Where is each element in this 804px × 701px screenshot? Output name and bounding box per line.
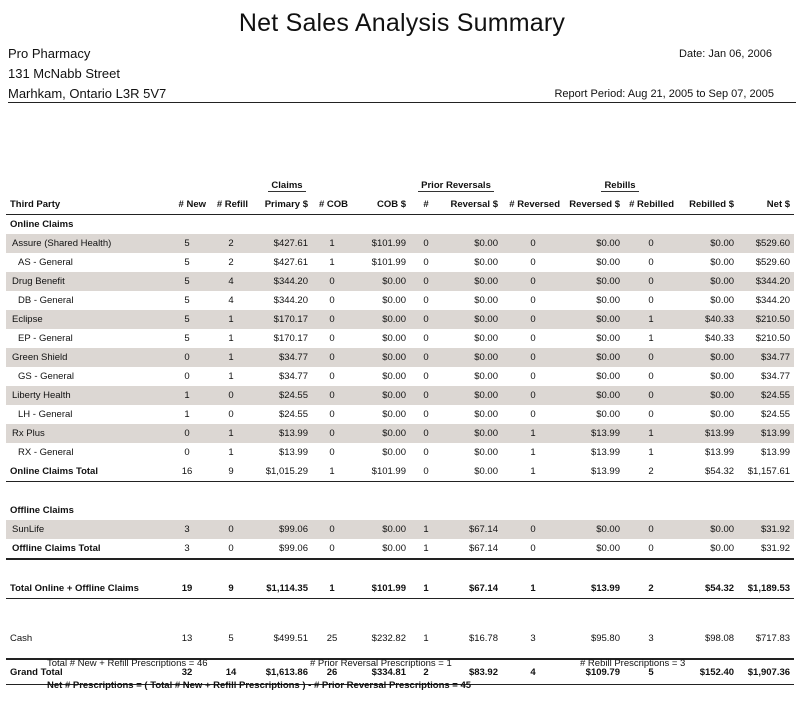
table-cell: $344.20 <box>273 295 308 306</box>
table-cell: $13.99 <box>564 462 624 482</box>
table-cell: $0.00 <box>678 386 738 405</box>
table-cell: $0.00 <box>442 462 502 482</box>
table-cell: 9 <box>210 579 252 599</box>
table-cell: 0 <box>184 371 190 382</box>
table-cell: 0 <box>530 409 536 420</box>
table-cell: $232.82 <box>352 618 410 659</box>
table-cell: $0.00 <box>678 348 738 367</box>
table-cell: $13.99 <box>704 447 735 458</box>
table-cell: $0.00 <box>474 257 498 268</box>
plan-row <box>6 443 794 462</box>
table-cell: 1 <box>624 310 678 329</box>
table-cell: $101.99 <box>352 579 410 599</box>
table-cell: 5 <box>164 234 210 253</box>
table-cell: 0 <box>410 386 442 405</box>
table-cell: $427.61 <box>273 257 308 268</box>
table-cell: 1 <box>410 539 442 559</box>
table-cell: 14 <box>210 659 252 685</box>
group-claims: Claims <box>268 180 305 192</box>
table-cell: $0.00 <box>564 310 624 329</box>
footer-prior-reversal: # Prior Reversal Prescriptions = 1 <box>310 658 452 669</box>
table-cell: 5 <box>184 257 190 268</box>
table-cell: $13.99 <box>590 447 620 458</box>
carrier-row <box>6 234 794 253</box>
table-cell: 0 <box>624 386 678 405</box>
table-cell: 0 <box>410 272 442 291</box>
table-cell: 1 <box>410 520 442 539</box>
table-cell: 0 <box>624 539 678 559</box>
table-cell: $24.55 <box>252 386 312 405</box>
table-cell: 5 <box>164 310 210 329</box>
table-cell: $0.00 <box>382 333 406 344</box>
table-cell: 0 <box>210 539 252 559</box>
table-cell: 1 <box>210 310 252 329</box>
table-cell: 0 <box>530 371 536 382</box>
table-cell: $95.80 <box>564 618 624 659</box>
cash-row <box>6 618 794 659</box>
header-divider <box>8 102 796 103</box>
table-cell: $0.00 <box>352 520 410 539</box>
table-cell: $529.60 <box>738 234 794 253</box>
table-cell: 4 <box>210 272 252 291</box>
row-label: Rx Plus <box>6 424 164 443</box>
table-cell: 0 <box>410 348 442 367</box>
table-cell: 1 <box>312 462 352 482</box>
table-cell: $0.00 <box>442 386 502 405</box>
table-cell: 0 <box>530 295 536 306</box>
table-cell: $98.08 <box>678 618 738 659</box>
table-cell: $0.00 <box>474 409 498 420</box>
table-cell: 0 <box>184 447 190 458</box>
table-cell: $0.00 <box>474 371 498 382</box>
table-cell: $0.00 <box>596 295 620 306</box>
pharmacy-street: 131 McNabb Street <box>8 66 121 81</box>
table-cell: 5 <box>624 659 678 685</box>
table-cell: 0 <box>502 310 564 329</box>
table-cell: 5 <box>210 618 252 659</box>
table-cell: $31.92 <box>738 539 794 559</box>
table-cell: $210.50 <box>738 310 794 329</box>
row-label: Drug Benefit <box>6 272 164 291</box>
table-cell: $0.00 <box>596 257 620 268</box>
table-cell: 1 <box>228 333 234 344</box>
table-cell: $0.00 <box>710 257 735 268</box>
col-primary: Primary $ <box>252 195 312 215</box>
table-cell: 0 <box>624 234 678 253</box>
table-cell: 0 <box>312 386 352 405</box>
plan-row <box>6 253 794 272</box>
table-cell: 4 <box>228 295 234 306</box>
table-cell: 0 <box>648 257 654 268</box>
table-cell: $0.00 <box>442 348 502 367</box>
online-claims-section <box>6 215 794 235</box>
col-reversed-count: # Reversed <box>502 195 564 215</box>
row-label: DB - General <box>18 295 74 306</box>
sales-summary-table <box>6 176 794 685</box>
pharmacy-name: Pro Pharmacy <box>8 46 91 61</box>
pharmacy-city: Marhkam, Ontario L3R 5V7 <box>8 86 167 101</box>
table-cell: 0 <box>502 234 564 253</box>
row-label: AS - General <box>18 257 73 268</box>
table-cell: 0 <box>502 272 564 291</box>
table-cell: $0.00 <box>710 409 735 420</box>
carrier-row <box>6 348 794 367</box>
table-cell: 0 <box>502 520 564 539</box>
table-cell: $0.00 <box>352 424 410 443</box>
table-cell: 1 <box>648 447 654 458</box>
table-cell: $334.81 <box>352 659 410 685</box>
table-cell: 0 <box>312 520 352 539</box>
table-cell: $0.00 <box>564 520 624 539</box>
col-net: Net $ <box>738 195 794 215</box>
row-label: LH - General <box>18 409 73 420</box>
plan-row <box>6 367 794 386</box>
col-new: # New <box>164 195 210 215</box>
table-cell: 0 <box>164 424 210 443</box>
col-rebilled-amount: Rebilled $ <box>678 195 738 215</box>
table-cell: $101.99 <box>352 462 410 482</box>
table-cell: $0.00 <box>352 386 410 405</box>
table-cell: $40.33 <box>678 310 738 329</box>
table-cell: $13.99 <box>564 424 624 443</box>
table-cell: $170.17 <box>273 333 308 344</box>
row-label: GS - General <box>18 371 74 382</box>
table-cell: 0 <box>329 371 335 382</box>
table-cell: 0 <box>423 371 429 382</box>
table-cell: $0.00 <box>474 295 498 306</box>
table-cell: 0 <box>423 447 429 458</box>
table-cell: 0 <box>648 295 654 306</box>
table-cell: 1 <box>502 579 564 599</box>
table-cell: $31.92 <box>738 520 794 539</box>
table-cell: 1 <box>502 462 564 482</box>
carrier-row <box>6 310 794 329</box>
spacer-row <box>6 559 794 579</box>
table-cell: 0 <box>624 348 678 367</box>
table-cell: $13.99 <box>678 424 738 443</box>
table-cell: $99.06 <box>252 520 312 539</box>
carrier-row <box>6 520 794 539</box>
offline-claims-section <box>6 501 794 520</box>
col-reversal-count: # <box>410 195 442 215</box>
table-cell: $24.55 <box>738 386 794 405</box>
table-cell: $13.99 <box>738 424 794 443</box>
table-cell: 1 <box>329 257 335 268</box>
table-cell: 0 <box>329 409 335 420</box>
table-cell: 3 <box>164 520 210 539</box>
table-cell: 0 <box>624 272 678 291</box>
table-cell: $499.51 <box>252 618 312 659</box>
table-cell: 5 <box>184 333 190 344</box>
table-cell: $170.17 <box>252 310 312 329</box>
carrier-row <box>6 386 794 405</box>
table-cell: $54.32 <box>678 579 738 599</box>
table-cell: 2 <box>624 462 678 482</box>
table-cell: $67.14 <box>442 539 502 559</box>
table-cell: 1 <box>410 579 442 599</box>
table-cell: $0.00 <box>442 234 502 253</box>
table-cell: 0 <box>210 520 252 539</box>
table-cell: $0.00 <box>564 539 624 559</box>
table-cell: 0 <box>502 348 564 367</box>
table-cell: 1 <box>312 234 352 253</box>
table-cell: 1 <box>648 333 654 344</box>
table-cell: $0.00 <box>710 295 735 306</box>
row-label: Eclipse <box>6 310 164 329</box>
table-cell: $13.99 <box>564 579 624 599</box>
table-cell: $344.20 <box>755 295 791 306</box>
table-cell: $40.33 <box>704 333 735 344</box>
table-cell: 1 <box>228 371 234 382</box>
table-cell: $0.00 <box>352 310 410 329</box>
table-cell: 3 <box>164 539 210 559</box>
footer-new-refill: Total # New + Refill Prescriptions = 46 <box>47 658 208 669</box>
row-label: SunLife <box>6 520 164 539</box>
col-reversed-amount: Reversed $ <box>564 195 624 215</box>
spacer-row <box>6 599 794 619</box>
table-cell: 5 <box>164 272 210 291</box>
table-cell: $0.00 <box>678 539 738 559</box>
group-prior-reversals: Prior Reversals <box>418 180 494 192</box>
offline-claims-total-row <box>6 539 794 559</box>
table-cell: 0 <box>410 234 442 253</box>
table-cell: 1 <box>164 386 210 405</box>
table-cell: $34.77 <box>760 371 791 382</box>
table-cell: 0 <box>648 371 654 382</box>
table-cell: $344.20 <box>738 272 794 291</box>
spacer-cell <box>6 599 794 619</box>
row-label: Grand Total <box>6 659 164 685</box>
offline-claims-section-label: Offline Claims <box>10 505 74 516</box>
table-cell: $13.99 <box>760 447 791 458</box>
table-cell: $0.00 <box>442 272 502 291</box>
table-cell: 0 <box>410 462 442 482</box>
col-rebilled-count: # Rebilled <box>624 195 678 215</box>
row-label: EP - General <box>18 333 73 344</box>
column-group-row <box>6 176 794 195</box>
table-cell: 1 <box>502 424 564 443</box>
table-cell: 0 <box>164 348 210 367</box>
online-claims-total-row <box>6 462 794 482</box>
table-cell: $0.00 <box>442 424 502 443</box>
table-cell: 0 <box>312 272 352 291</box>
col-refill: # Refill <box>210 195 252 215</box>
table-cell: 26 <box>312 659 352 685</box>
table-cell: 1 <box>210 348 252 367</box>
table-cell: $0.00 <box>474 447 498 458</box>
table-cell: 0 <box>329 333 335 344</box>
table-cell: $83.92 <box>442 659 502 685</box>
table-cell: $13.99 <box>278 447 308 458</box>
table-cell: $717.83 <box>738 618 794 659</box>
col-third-party: Third Party <box>6 195 164 215</box>
table-cell: 0 <box>502 386 564 405</box>
table-cell: $0.00 <box>382 371 406 382</box>
table-cell: $529.60 <box>755 257 791 268</box>
table-cell: $152.40 <box>678 659 738 685</box>
table-cell: $0.00 <box>474 333 498 344</box>
table-cell: 1 <box>410 618 442 659</box>
table-cell: $67.14 <box>442 520 502 539</box>
footer-rebill: # Rebill Prescriptions = 3 <box>580 658 686 669</box>
spacer-row <box>6 482 794 502</box>
table-cell: 0 <box>410 310 442 329</box>
table-cell: $0.00 <box>382 295 406 306</box>
table-cell: 16 <box>164 462 210 482</box>
table-cell: $0.00 <box>710 371 735 382</box>
table-cell: $99.06 <box>252 539 312 559</box>
table-cell: 0 <box>312 539 352 559</box>
table-cell: 1 <box>530 447 536 458</box>
table-cell: 0 <box>530 333 536 344</box>
table-cell: $1,114.35 <box>252 579 312 599</box>
table-cell: $34.77 <box>252 348 312 367</box>
table-cell: $1,613.86 <box>252 659 312 685</box>
table-cell: $0.00 <box>564 348 624 367</box>
online-claims-section-label: Online Claims <box>10 219 74 230</box>
table-cell: 13 <box>164 618 210 659</box>
col-cob-amount: COB $ <box>352 195 410 215</box>
row-label: Online Claims Total <box>6 462 164 482</box>
row-label: Green Shield <box>6 348 164 367</box>
table-cell: 0 <box>210 386 252 405</box>
table-cell: $0.00 <box>678 272 738 291</box>
table-cell: 0 <box>624 520 678 539</box>
table-cell: $13.99 <box>252 424 312 443</box>
table-cell: 1 <box>624 424 678 443</box>
table-cell: $1,907.36 <box>738 659 794 685</box>
table-cell: 1 <box>184 409 190 420</box>
spacer-cell <box>6 482 794 502</box>
table-cell: $1,157.61 <box>738 462 794 482</box>
table-cell: 0 <box>312 424 352 443</box>
table-cell: 9 <box>210 462 252 482</box>
table-cell: 0 <box>312 310 352 329</box>
table-cell: 0 <box>530 257 536 268</box>
table-cell: $210.50 <box>755 333 791 344</box>
table-cell: 19 <box>164 579 210 599</box>
table-cell: 1 <box>312 579 352 599</box>
footer-net-prescriptions: Net # Prescriptions = ( Total # New + Refill Prescriptions ) - # Prior Reversal Prescriptions = 45 <box>47 680 472 691</box>
table-cell: 0 <box>502 539 564 559</box>
table-cell: 0 <box>423 295 429 306</box>
row-label: RX - General <box>18 447 74 458</box>
carrier-row <box>6 424 794 443</box>
table-cell: 1 <box>228 447 234 458</box>
table-cell: $0.00 <box>596 371 620 382</box>
table-cell: $0.00 <box>564 272 624 291</box>
table-cell: $24.55 <box>278 409 308 420</box>
group-rebills: Rebills <box>601 180 638 192</box>
table-cell: 2 <box>228 257 234 268</box>
report-title: Net Sales Analysis Summary <box>238 9 566 37</box>
table-cell: $0.00 <box>564 234 624 253</box>
table-cell: $109.79 <box>564 659 624 685</box>
table-cell: $0.00 <box>678 520 738 539</box>
table-cell: 2 <box>410 659 442 685</box>
plan-row <box>6 329 794 348</box>
table-cell: $34.77 <box>738 348 794 367</box>
table-cell: $0.00 <box>678 234 738 253</box>
table-cell: $0.00 <box>352 272 410 291</box>
table-cell: $0.00 <box>596 409 620 420</box>
table-cell: 1 <box>210 424 252 443</box>
table-cell: 2 <box>210 234 252 253</box>
table-cell: 0 <box>648 409 654 420</box>
table-cell: $1,189.53 <box>738 579 794 599</box>
row-label: Total Online + Offline Claims <box>6 579 164 599</box>
table-cell: 25 <box>312 618 352 659</box>
column-header-row <box>6 195 794 215</box>
table-cell: $34.77 <box>278 371 308 382</box>
table-cell: $0.00 <box>352 348 410 367</box>
table-cell: $0.00 <box>596 333 620 344</box>
report-date: Date: Jan 06, 2006 <box>679 48 772 60</box>
table-cell: $67.14 <box>442 579 502 599</box>
table-cell: $0.00 <box>564 386 624 405</box>
row-label: Offline Claims Total <box>6 539 164 559</box>
table-cell: 2 <box>624 579 678 599</box>
table-cell: $24.55 <box>760 409 791 420</box>
row-label: Cash <box>6 618 164 659</box>
table-cell: $344.20 <box>252 272 312 291</box>
table-cell: $0.00 <box>382 447 406 458</box>
combined-total-row <box>6 579 794 599</box>
table-cell: 3 <box>502 618 564 659</box>
table-cell: 0 <box>329 295 335 306</box>
plan-row <box>6 291 794 310</box>
table-cell: $1,015.29 <box>252 462 312 482</box>
table-cell: 0 <box>228 409 234 420</box>
table-cell: 3 <box>624 618 678 659</box>
table-cell: $101.99 <box>371 257 406 268</box>
table-cell: 0 <box>423 257 429 268</box>
table-cell: $16.78 <box>442 618 502 659</box>
table-cell: 32 <box>164 659 210 685</box>
table-cell: 4 <box>502 659 564 685</box>
table-cell: 0 <box>312 348 352 367</box>
report-period: Report Period: Aug 21, 2005 to Sep 07, 2005 <box>554 88 774 100</box>
table-cell: 0 <box>329 447 335 458</box>
row-label: Liberty Health <box>6 386 164 405</box>
table-cell: $427.61 <box>252 234 312 253</box>
table-cell: $0.00 <box>442 310 502 329</box>
carrier-row <box>6 272 794 291</box>
plan-row <box>6 405 794 424</box>
table-cell: 0 <box>423 333 429 344</box>
table-cell: $54.32 <box>678 462 738 482</box>
table-cell: $0.00 <box>382 409 406 420</box>
row-label: Assure (Shared Health) <box>6 234 164 253</box>
table-cell: 5 <box>184 295 190 306</box>
spacer-cell <box>6 559 794 579</box>
col-cob-count: # COB <box>312 195 352 215</box>
table-cell: $0.00 <box>352 539 410 559</box>
table-cell: $101.99 <box>352 234 410 253</box>
col-reversal-amount: Reversal $ <box>442 195 502 215</box>
table-cell: 0 <box>423 409 429 420</box>
table-cell: 0 <box>410 424 442 443</box>
